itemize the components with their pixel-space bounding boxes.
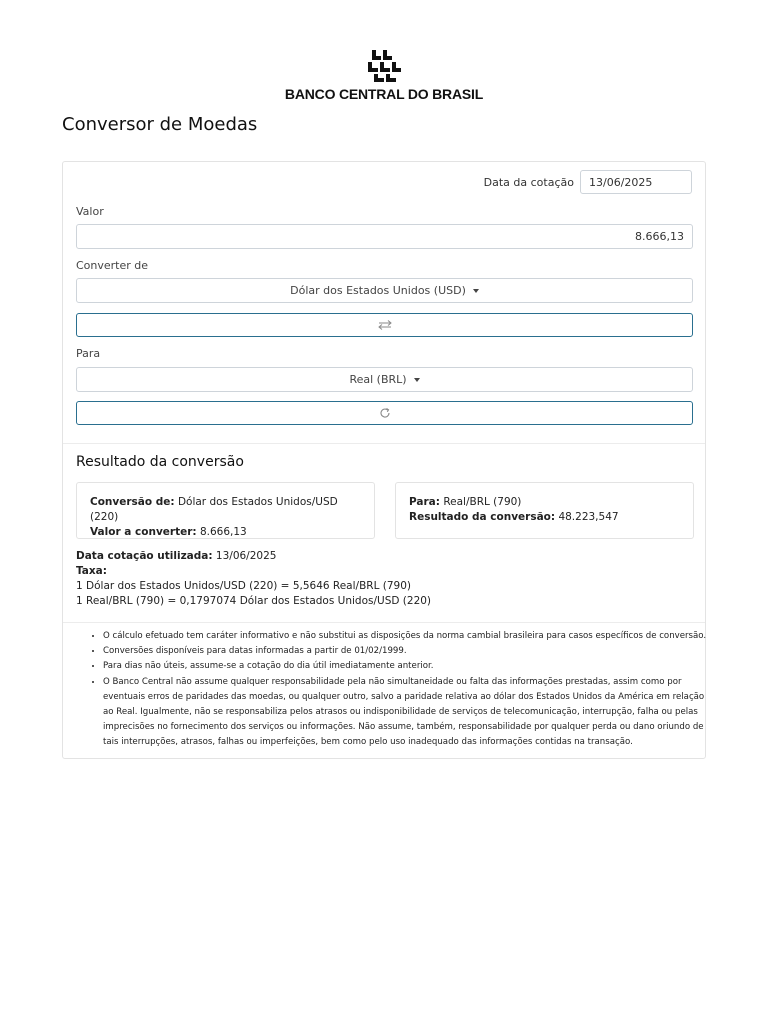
valor-input[interactable] xyxy=(76,224,693,249)
rate-info xyxy=(76,549,431,609)
disclaimer-item: • Para dias não úteis, assume-se a cotação do dia útil imediatamente anterior. xyxy=(103,659,713,674)
date-input[interactable] xyxy=(580,170,692,194)
from-currency-select[interactable] xyxy=(76,278,693,303)
swap-arrows-icon xyxy=(378,320,392,330)
conversion-to-key: Para: xyxy=(409,496,440,508)
amount-value: 8.666,13 xyxy=(199,526,247,538)
conversion-to-value: Real/BRL (790) xyxy=(443,496,522,508)
divider xyxy=(63,622,705,623)
to-currency-select[interactable] xyxy=(76,367,693,392)
result-key: Resultado da conversão: xyxy=(409,511,556,523)
amount-line xyxy=(90,525,361,540)
result-value: 48.223,547 xyxy=(558,511,619,523)
quote-date-key: Data cotação utilizada: xyxy=(76,550,213,562)
result-line xyxy=(409,510,680,525)
refresh-icon xyxy=(379,407,391,419)
conversion-to-line xyxy=(409,495,680,510)
result-to-box xyxy=(395,482,694,539)
divider xyxy=(63,443,705,444)
valor-label: Valor xyxy=(76,205,104,218)
bcb-logo-icon xyxy=(364,48,404,84)
to-label: Para xyxy=(76,347,101,360)
converter-card xyxy=(62,161,706,759)
disclaimer-item: • O Banco Central não assume qualquer responsabilidade pela não simultaneidade ou falta das informações prestadas, assim como por eventuais erros de paridades das moedas, ou qualquer outro, salvo a paridade relativa ao dólar dos Estados Unidos da América em relação ao Real. Igualmente, não se responsabiliza pelos atrasos ou indisponibilidade de serviços de telecomunicação, interrupção, falha ou pelas imprecisões no fornecimento dos serviços ou informações. Não assume, também, responsabilidade por qualquer perda ou dano oriundo de tais interrupções, atrasos, falhas ou imperfeições, bem como pelo uso inadequado das informações contidas na transação. xyxy=(103,675,713,751)
to-currency-value: Real (BRL) xyxy=(349,373,407,386)
disclaimer-item: • Conversões disponíveis para datas informadas a partir de 01/02/1999. xyxy=(103,644,713,659)
result-title: Resultado da conversão xyxy=(76,454,244,470)
from-currency-value: Dólar dos Estados Unidos (USD) xyxy=(290,284,466,297)
disclaimer-item: • O cálculo efetuado tem caráter informativo e não substitui as disposições da norma cambial brasileira para casos específicos de conversão. xyxy=(103,629,713,644)
page-title: Conversor de Moedas xyxy=(62,114,258,135)
bcb-logo xyxy=(0,48,768,102)
disclaimer-list xyxy=(89,629,713,751)
logo-text: BANCO CENTRAL DO BRASIL xyxy=(284,86,484,102)
result-from-box xyxy=(76,482,375,539)
caret-down-icon xyxy=(473,289,479,293)
rate-line-1: 1 Dólar dos Estados Unidos/USD (220) = 5,5646 Real/BRL (790) xyxy=(76,580,411,592)
caret-down-icon xyxy=(414,378,420,382)
date-row xyxy=(484,170,692,194)
rate-line-2: 1 Real/BRL (790) = 0,1797074 Dólar dos Estados Unidos/USD (220) xyxy=(76,595,432,607)
refresh-button[interactable] xyxy=(76,401,693,425)
quote-date-value: 13/06/2025 xyxy=(215,550,277,562)
conversion-from-line xyxy=(90,495,361,525)
from-label: Converter de xyxy=(76,259,149,272)
swap-currencies-button[interactable] xyxy=(76,313,693,337)
quote-date-line xyxy=(76,549,431,564)
conversion-from-value: Dólar dos Estados Unidos/USD (220) xyxy=(90,496,338,523)
rate-key: Taxa: xyxy=(76,565,107,577)
rate-heading xyxy=(76,564,431,579)
date-label: Data da cotação xyxy=(483,175,574,189)
amount-key: Valor a converter: xyxy=(90,526,197,538)
conversion-from-key: Conversão de: xyxy=(90,496,175,508)
